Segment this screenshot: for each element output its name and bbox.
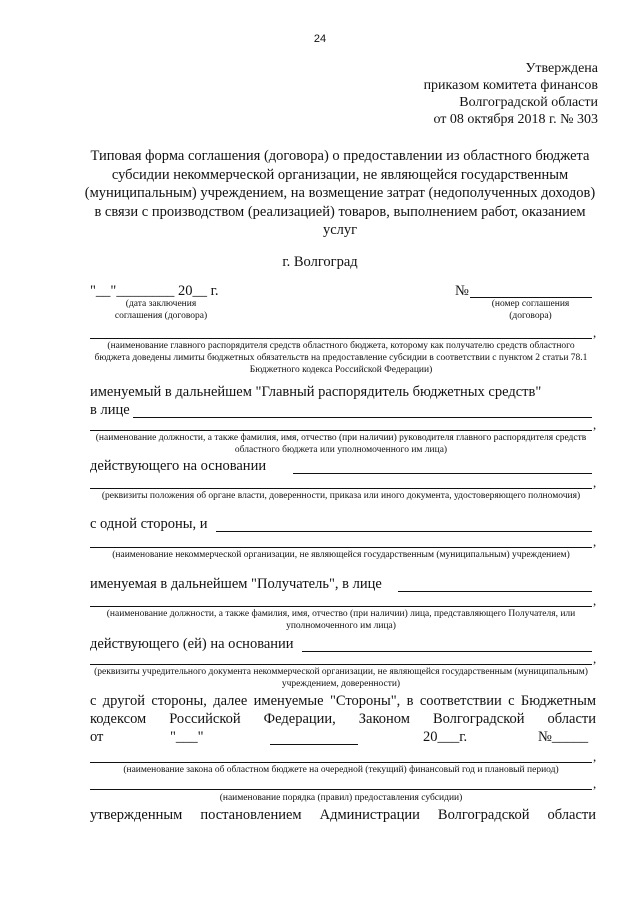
- fill-line: [90, 606, 592, 607]
- text-line: утвержденным постановлением Администрации Волгоградской области: [90, 807, 596, 823]
- comma: ,: [593, 593, 597, 608]
- text-from: от: [90, 729, 104, 745]
- fill-line: [293, 473, 592, 474]
- text-line: действующего на основании: [90, 458, 267, 474]
- text-line: с одной стороны, и: [90, 516, 208, 532]
- approval-block: [424, 60, 598, 128]
- page-number: 24: [313, 33, 327, 45]
- text-line: кодексом Российской Федерации, Законом Волгоградской области: [90, 711, 596, 727]
- fill-line: [90, 664, 592, 665]
- fill-line: [398, 591, 592, 592]
- fill-line: [90, 488, 592, 489]
- fill-line: [90, 547, 592, 548]
- text-line: именуемый в дальнейшем "Главный распорядитель бюджетных средств": [90, 384, 542, 400]
- number-note: (номер соглашения (договора): [491, 299, 570, 321]
- comma: ,: [593, 776, 597, 791]
- date-field: "__"________ 20__ г.: [90, 283, 219, 299]
- fill-line: [133, 417, 592, 418]
- field-note: (реквизиты положения об органе власти, доверенности, приказа или иного документа, удостоверяющего полномочия): [101, 491, 581, 501]
- approval-line: Волгоградской области: [459, 95, 598, 110]
- comma: ,: [593, 417, 597, 432]
- date-note: (дата заключения соглашения (договора): [114, 299, 208, 321]
- comma: ,: [593, 325, 597, 340]
- field-note: (наименование закона об областном бюджете на очередной (текущий) финансовый год и плановый период): [123, 765, 559, 775]
- field-note: (реквизиты учредительного документа некоммерческой организации, не являющейся государственным (муниципальным) учреждением, доверенности): [94, 667, 588, 689]
- fill-line: [302, 651, 592, 652]
- comma: ,: [593, 749, 597, 764]
- text-line: с другой стороны, далее именуемые "Стороны", в соответствии с Бюджетным: [90, 693, 596, 709]
- text-year: 20___г.: [423, 729, 468, 745]
- comma: ,: [593, 651, 597, 666]
- fill-line: [90, 338, 592, 339]
- number-sign: №: [455, 283, 469, 299]
- fill-line: [90, 430, 592, 431]
- fill-line: [216, 531, 592, 532]
- text-line: в лице: [90, 402, 130, 418]
- field-note: (наименование должности, а также фамилия, имя, отчество (при наличии) лица, представляющего Получателя, или уполномоченного им лица): [106, 609, 576, 631]
- text-number: №_____: [538, 729, 589, 745]
- field-note: (наименование порядка (правил) предоставления субсидии): [219, 793, 463, 803]
- field-note: (наименование должности, а также фамилия, имя, отчество (при наличии) руководителя главного распорядителя средств областного бюджета или уполномоченного им лица): [95, 433, 587, 455]
- text-date-quote: "___": [170, 729, 204, 745]
- comma: ,: [593, 534, 597, 549]
- field-note: (наименование главного распорядителя средств областного бюджета, которому как получателю средств областного бюджета доведены лимиты бюджетных обязательств на предоставление субсидии в соответствии с пунктом 2 статьи 78.1 Бюджетного кодекса Российской Федерации): [94, 341, 588, 375]
- approval-line: от 08 октября 2018 г. № 303: [433, 112, 598, 127]
- approval-line: Утверждена: [525, 61, 598, 76]
- approval-line: приказом комитета финансов: [423, 78, 598, 93]
- field-note: (наименование некоммерческой организации, не являющейся государственным (муниципальным) учреждением): [112, 550, 570, 560]
- fill-line: [90, 789, 592, 790]
- comma: ,: [593, 475, 597, 490]
- text-line: действующего (ей) на основании: [90, 636, 294, 652]
- text-line: именуемая в дальнейшем "Получатель", в лице: [90, 576, 382, 592]
- document-title: Типовая форма соглашения (договора) о предоставлении из областного бюджета субсидии некоммерческой организации, не являющейся государственным (муниципальным) учреждением, на возмещение затрат (недополученных доходов) в связи с производством (реализацией) товаров, выполнением работ, оказанием услуг: [84, 148, 596, 238]
- city: г. Волгоград: [282, 254, 358, 270]
- fill-line: [90, 762, 592, 763]
- fill-line: [270, 744, 358, 745]
